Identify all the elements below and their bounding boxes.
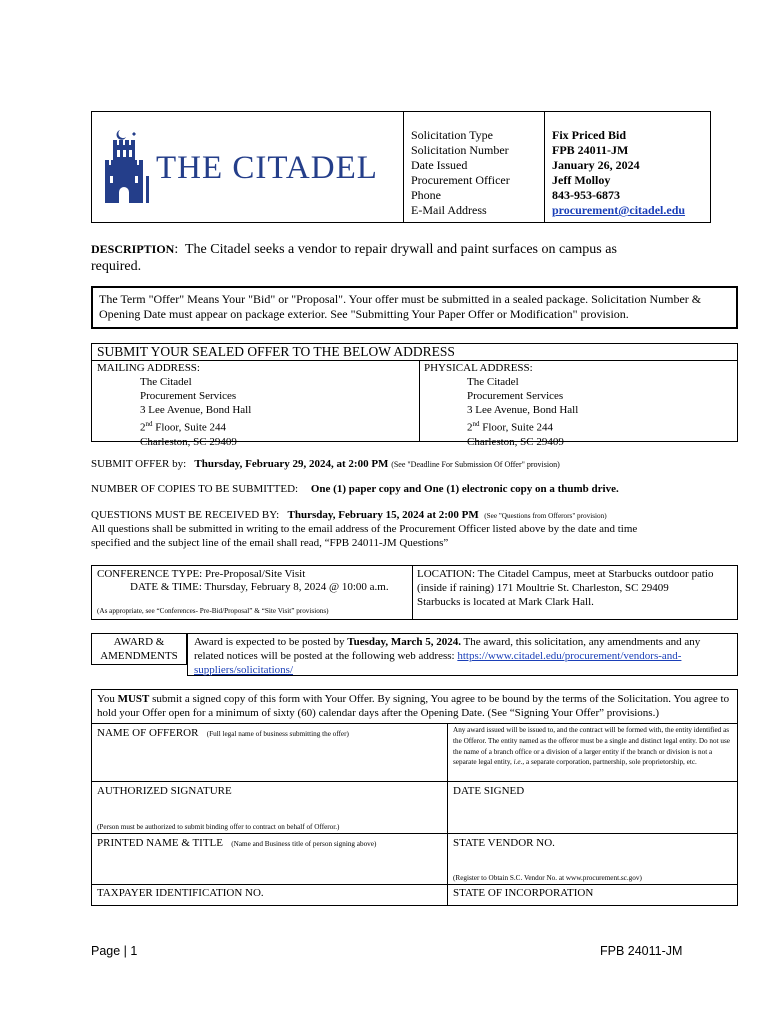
description-text: The Citadel seeks a vendor to repair drywall and paint surfaces on campus as required. [91,242,617,274]
physical-line-1: The Citadel [467,376,519,388]
offeror-name-field[interactable] [97,742,442,778]
header-labels [411,128,541,218]
award-label-box [91,633,187,665]
printed-name-field[interactable] [97,852,442,882]
castle-icon [104,128,150,208]
label-phone: Phone [411,188,441,202]
authorized-signature-note: (Person must be authorized to submit binding offer to contract on behalf of Offeror.) [97,823,340,831]
submit-offer-line [91,457,560,471]
name-of-offeror-note: (Full legal name of business submitting the offer) [206,730,349,738]
conference-location-2: Starbucks is located at Mark Clark Hall. [417,596,594,608]
award-entity-note: Any award issued will be issued to, and the contract will be formed with, the entity identified as the Offeror. The entity named as the offeror must be a single and distinct legal entity. Do not use the name of a branch office or a division of a larger entity if the branch or division is not a separate legal entity, i.e., a separate corporation, partnership, sole proprietorship, etc. [453,726,730,767]
label-procurement-officer: Procurement Officer [411,173,510,187]
mailing-line-1: The Citadel [140,376,192,388]
mailing-line-2: Procurement Services [140,390,237,402]
printed-name-note: (Name and Business title of person signing above) [231,840,377,848]
submit-offer-label: SUBMIT OFFER by: [91,458,187,470]
mailing-line-3: 3 Lee Avenue, Bond Hall [140,404,252,416]
copies-label: NUMBER OF COPIES TO BE SUBMITTED: [91,483,299,495]
footer-doc-number: FPB 24011-JM [600,944,683,958]
address-divider [419,360,420,442]
signing-rule-1 [91,723,738,724]
email-link[interactable]: procurement@citadel.edu [552,203,686,217]
date-signed-label: DATE SIGNED [453,785,525,797]
questions-block [91,508,741,550]
label-solicitation-type: Solicitation Type [411,128,493,142]
header-divider-2 [544,111,545,223]
value-solicitation-number: FPB 24011-JM [552,143,629,157]
award-url-link[interactable]: https://www.citadel.edu/procurement/vendors-and-suppliers/solicitations/ [194,650,682,676]
taxpayer-id-label: TAXPAYER IDENTIFICATION NO. [97,887,264,899]
conference-location [417,567,735,609]
questions-note: (See "Questions from Offerors" provision) [484,512,607,520]
award-text-box [187,633,738,676]
name-of-offeror-label: NAME OF OFFEROR [97,727,199,739]
footer-page-number: Page | 1 [91,944,138,958]
copies-value: One (1) paper copy and One (1) electronic copy on a thumb drive. [310,483,619,495]
mailing-line-4: 2nd Floor, Suite 244 [140,420,227,434]
award-text-a: Award is expected to be posted by [194,636,348,648]
physical-line-4: 2nd Floor, Suite 244 [467,420,554,434]
state-vendor-note: (Register to Obtain S.C. Vendor No. at www.procurement.sc.gov) [453,874,642,882]
mailing-address [97,361,251,449]
copies-line [91,482,619,496]
authorized-signature-field[interactable] [97,798,442,822]
signing-divider [447,723,448,906]
label-solicitation-number: Solicitation Number [411,143,509,157]
state-vendor-label: STATE VENDOR NO. [453,837,555,849]
label-email: E-Mail Address [411,203,487,217]
value-procurement-officer: Jeff Molloy [552,173,611,187]
conference-location-text: LOCATION: The Citadel Campus, meet at Starbucks outdoor patio (inside if raining) 171 Moultrie St. Charleston, SC 29409 [417,568,714,594]
questions-date: Thursday, February 15, 2024 at 2:00 PM [287,509,479,521]
award-label-2: AMENDMENTS [100,650,178,662]
printed-name-label: PRINTED NAME & TITLE [97,837,223,849]
conference-note: (As appropriate, see “Conferences- Pre-Bid/Proposal” & “Site Visit” provisions) [97,607,329,615]
citadel-logo [104,128,394,208]
signing-rule-4 [91,884,738,885]
physical-address [424,361,578,449]
address-title: SUBMIT YOUR SEALED OFFER TO THE BELOW ADDRESS [97,344,455,359]
signing-rule-3 [91,833,738,834]
questions-line-2: All questions shall be submitted in writing to the email address of the Procurement Officer listed above by the date and time [91,523,638,535]
offer-note-box [91,286,738,329]
mailing-label: MAILING ADDRESS: [97,362,200,374]
description [91,241,651,275]
logo-wordmark: THE CITADEL [156,150,378,186]
questions-label: QUESTIONS MUST BE RECEIVED BY: [91,509,280,521]
offer-note-text: The Term "Offer" Means Your "Bid" or "Proposal". Your offer must be submitted in a sealed package. Solicitation Number & Opening Date must appear on package exterior. See "Submitting Your Paper Offer or Modification" provision. [99,292,702,321]
must-emphasis: MUST [117,693,150,705]
signing-intro: You MUST submit a signed copy of this form with Your Offer. By signing, You agree to be bound by the terms of the Solicitation. You agree to hold your Offer open for a minimum of sixty (60) calendar days after the Opening Date. (See “Signing Your Offer” provisions.) [97,693,730,719]
award-text-b: The award, this solicitation, any amendments and any related notices will be posted at the following web address: [194,636,701,662]
award-label-1: AWARD & [113,636,165,648]
physical-line-5: Charleston, SC 29409 [467,435,564,448]
award-date: Tuesday, March 5, 2024. [347,636,461,648]
submit-offer-date: Thursday, February 29, 2024, at 2:00 PM [194,458,389,470]
conference-divider [412,565,413,620]
conference-datetime: DATE & TIME: Thursday, February 8, 2024 @ 10:00 a.m. [130,581,389,593]
physical-line-3: 3 Lee Avenue, Bond Hall [467,404,579,416]
description-sep: : [174,242,179,257]
state-of-incorporation-label: STATE OF INCORPORATION [453,887,594,899]
header-values [552,128,710,218]
date-signed-field[interactable] [453,798,733,830]
value-phone: 843-953-6873 [552,188,620,202]
name-of-offeror [97,726,349,740]
signing-rule-2 [91,781,738,782]
physical-label: PHYSICAL ADDRESS: [424,362,533,374]
questions-line-3: specified and the subject line of the email shall read, “FPB 24011-JM Questions” [91,537,449,549]
value-solicitation-type: Fix Priced Bid [552,128,626,142]
submit-offer-note: (See "Deadline For Submission Of Offer" provision) [391,460,560,469]
state-vendor-field[interactable] [453,850,733,872]
value-date-issued: January 26, 2024 [552,158,640,172]
mailing-line-5: Charleston, SC 29409 [140,435,237,448]
authorized-signature-label: AUTHORIZED SIGNATURE [97,785,232,797]
printed-name [97,836,376,850]
conference-type: CONFERENCE TYPE: Pre-Proposal/Site Visit [97,568,306,580]
header-divider [403,111,404,223]
description-label: DESCRIPTION [91,242,175,256]
physical-line-2: Procurement Services [467,390,564,402]
label-date-issued: Date Issued [411,158,468,172]
